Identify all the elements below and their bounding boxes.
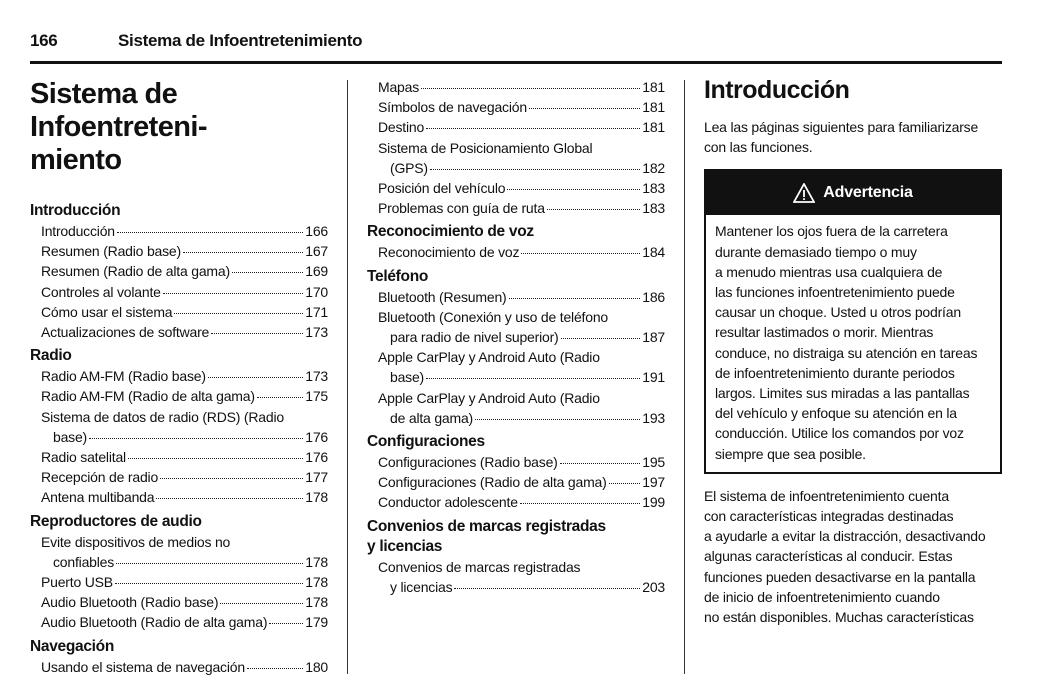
toc-entry-text: base) [390, 369, 425, 386]
dot-leader [521, 253, 640, 254]
toc-entry-line [41, 427, 328, 447]
toc-entry-line [378, 472, 665, 492]
toc-entry-line [378, 198, 665, 218]
dot-leader [208, 377, 303, 378]
text-line: a menudo mientras usa cualquiera de [715, 263, 943, 280]
toc-page-number: 184 [642, 244, 665, 261]
toc-entry-text: Recepción de radio [41, 469, 159, 486]
intro-heading: Introducción [704, 76, 850, 104]
toc-entry[interactable] [30, 532, 328, 572]
toc-entry-text: Mapas [378, 79, 420, 95]
dot-leader [609, 483, 641, 484]
toc-section-heading: Radio [30, 347, 72, 365]
dot-leader [128, 458, 303, 459]
toc-entry[interactable] [367, 242, 665, 262]
toc-entry-text: base) [53, 428, 88, 445]
toc-entry-text: Conductor adolescente [378, 494, 518, 511]
toc-entry[interactable] [30, 447, 328, 467]
toc-entry-text: Audio Bluetooth (Radio base) [41, 594, 219, 611]
toc-section-heading: y licencias [367, 537, 443, 555]
text-line: causar un choque. Usted u otros podrían [715, 304, 961, 321]
toc-entry-line [41, 552, 328, 572]
toc-page-number: 187 [642, 329, 665, 346]
dot-leader [475, 419, 640, 420]
toc-entry-text: Cómo usar el sistema [41, 303, 173, 320]
toc-page-number: 186 [642, 288, 665, 305]
dot-leader [163, 293, 303, 294]
toc-section-heading: Convenios de marcas registradas [367, 517, 606, 535]
toc-page-number: 193 [642, 409, 665, 426]
toc-entry-text: Actualizaciones de software [41, 324, 210, 341]
toc-entry[interactable] [367, 287, 665, 307]
toc-entry-text: Evite dispositivos de medios no [41, 533, 231, 550]
toc-page-number: 178 [305, 489, 328, 506]
toc-page-number: 181 [642, 119, 665, 136]
text-line: conduce, no distraiga su atención en tareas [715, 344, 978, 361]
toc-entry-line [378, 287, 665, 307]
toc-entry-text: y licencias [390, 578, 453, 595]
toc-page-number: 169 [305, 263, 328, 280]
dot-leader [115, 583, 303, 584]
toc-entry-line [41, 322, 328, 342]
toc-entry-text: Configuraciones (Radio de alta gama) [378, 474, 607, 491]
toc-entry-line [41, 366, 328, 386]
page-number: 166 [30, 31, 58, 50]
dot-leader [183, 252, 303, 253]
text-line: con características integradas destinadas [704, 508, 954, 525]
toc-entry-line [41, 386, 328, 406]
toc-entry-text: Sistema de datos de radio (RDS) (Radio [41, 408, 284, 425]
toc-entry-line [378, 327, 665, 347]
toc-page-number: 178 [305, 594, 328, 611]
text-line: El sistema de infoentretenimiento cuenta [704, 487, 949, 504]
dot-leader [117, 232, 303, 233]
text-line: siempre que sea posible. [715, 445, 866, 462]
toc-section-heading: Introducción [30, 202, 121, 219]
text-line: durante demasiado tiempo o muy [715, 243, 917, 260]
toc-entry[interactable] [30, 366, 328, 386]
toc-page-number: 176 [305, 428, 328, 445]
text-line: no están disponibles. Muchas características [704, 609, 974, 626]
toc-entry-text: Antena multibanda [41, 489, 155, 506]
running-section-title: Sistema de Infoentretenimiento [118, 31, 363, 50]
toc-page-number: 179 [305, 614, 328, 631]
toc-entry[interactable] [30, 261, 328, 281]
toc-entry-text: (GPS) [390, 159, 428, 176]
text-line: a ayudarle a evitar la distracción, desactivando [704, 528, 986, 545]
toc-entry[interactable] [30, 612, 328, 632]
toc-entry-text: Bluetooth (Resumen) [378, 288, 507, 305]
toc-entry[interactable] [367, 307, 665, 347]
toc-page-number: 178 [305, 553, 328, 570]
warning-triangle-icon [793, 183, 815, 203]
toc-entry-line [41, 612, 328, 632]
intro-lead: Lea las páginas siguientes para familiarizarse con las funciones. [704, 119, 979, 156]
text-line: de inicio de infoentretenimiento cuando [704, 588, 940, 605]
toc-page-number: 175 [305, 388, 328, 405]
toc-entry-line [41, 447, 328, 467]
toc-entry-text: Apple CarPlay y Android Auto (Radio [378, 349, 600, 366]
toc-entry[interactable] [367, 347, 665, 387]
toc-entry-line [378, 158, 665, 178]
toc-entry-line [378, 492, 665, 512]
text-line: conducción. Utilice los comandos por voz [715, 425, 964, 442]
text-line: Mantener los ojos fuera de la carretera [715, 223, 948, 240]
toc-entry[interactable] [367, 117, 665, 137]
toc-section-heading: Reconocimiento de voz [367, 223, 534, 241]
dot-leader [507, 189, 640, 190]
toc-page-number: 176 [305, 449, 328, 466]
intro-body [704, 486, 1002, 627]
toc-entry-line [378, 117, 665, 137]
toc-page-number: 167 [305, 243, 328, 260]
chapter-title-line: miento [30, 144, 122, 176]
dot-leader [509, 298, 641, 299]
toc-entry-line [378, 242, 665, 262]
toc-page-number: 173 [305, 324, 328, 341]
column-divider [684, 80, 685, 674]
dot-leader [560, 463, 641, 464]
toc-page-number: 199 [642, 494, 665, 511]
toc-entry-line [41, 282, 328, 302]
warning-label: Advertencia [823, 184, 913, 202]
chapter-title-line: Sistema de Infoentreteni- [30, 78, 207, 143]
toc-entry[interactable] [30, 282, 328, 302]
toc-entry-line [378, 178, 665, 198]
toc-entry[interactable] [367, 178, 665, 198]
dot-leader [160, 478, 303, 479]
toc-entry-text: Audio Bluetooth (Radio de alta gama) [41, 614, 268, 631]
dot-leader [547, 209, 640, 210]
text-line: funciones pueden desactivarse en la pantalla [704, 568, 976, 585]
toc-page-number: 173 [305, 368, 328, 385]
toc-entry-line [41, 221, 328, 241]
toc-entry[interactable] [30, 386, 328, 406]
dot-leader [529, 108, 640, 109]
toc-page-number: 181 [642, 99, 665, 116]
toc-entry-line [41, 261, 328, 281]
toc-entry[interactable] [367, 97, 665, 117]
toc-entry-text: Problemas con guía de ruta [378, 200, 545, 217]
header-rule [30, 61, 1002, 64]
toc-entry-text: Resumen (Radio de alta gama) [41, 263, 230, 280]
toc-entry[interactable] [30, 407, 328, 447]
toc-page-number: 191 [642, 369, 665, 386]
dot-leader [257, 397, 303, 398]
toc-entry-text: de alta gama) [390, 409, 474, 426]
toc-entry-line [41, 467, 328, 487]
text-line: largos. Limites sus miradas a las pantallas [715, 385, 970, 402]
intro-column [704, 75, 1002, 627]
toc-page-number: 182 [642, 159, 665, 176]
warning-box [704, 169, 1002, 473]
toc-page-number: 183 [642, 180, 665, 197]
toc-entry-text: Reconocimiento de voz [378, 244, 520, 261]
toc-section-heading: Reproductores de audio [30, 512, 202, 530]
toc-page-number: 177 [305, 469, 328, 486]
dot-leader [89, 438, 303, 439]
text-line: algunas características al conducir. Estas [704, 548, 953, 565]
toc-entry-line [41, 241, 328, 261]
toc-section-heading: Navegación [30, 637, 115, 655]
warning-text [706, 215, 1000, 471]
toc-entry-text: Usando el sistema de navegación [41, 658, 245, 675]
toc-entry-line [41, 572, 328, 592]
text-line: de infoentretenimiento durante periodos [715, 364, 955, 381]
toc-entry[interactable] [30, 467, 328, 487]
toc-entry-text: Radio AM-FM (Radio base) [41, 368, 206, 385]
toc-entry-text: Símbolos de navegación [378, 99, 527, 116]
text-line: las funciones infoentretenimiento puede [715, 284, 955, 301]
toc-entry[interactable] [367, 472, 665, 492]
toc-entry-text: Resumen (Radio base) [41, 243, 181, 260]
toc-entry-line [41, 657, 328, 677]
toc-entry[interactable] [367, 388, 665, 428]
dot-leader [426, 128, 640, 129]
toc-entry[interactable] [30, 221, 328, 241]
toc-entry-line [41, 302, 328, 322]
toc-entry-text: Radio satelital [41, 449, 126, 466]
toc-entry[interactable] [367, 492, 665, 512]
toc-entry-line [378, 97, 665, 117]
toc-entry[interactable] [30, 322, 328, 342]
toc-entry-line [378, 77, 665, 97]
toc-page-number: 181 [642, 79, 665, 95]
toc-entry-text: Configuraciones (Radio base) [378, 454, 558, 471]
toc-entry[interactable] [367, 138, 665, 178]
dot-leader [116, 563, 303, 564]
dot-leader [426, 378, 640, 379]
toc-entry[interactable] [30, 487, 328, 507]
toc-page-number: 171 [305, 303, 328, 320]
toc-page-number: 195 [642, 454, 665, 471]
toc-page-number: 180 [305, 658, 328, 675]
toc-page-number: 166 [305, 223, 328, 239]
toc-entry-text: Posición del vehículo [378, 180, 506, 197]
toc-entry[interactable] [367, 557, 665, 597]
chapter-title [30, 78, 328, 177]
toc-entry-text: Apple CarPlay y Android Auto (Radio [378, 389, 600, 406]
toc-entry-text: Bluetooth (Conexión y uso de teléfono [378, 308, 608, 325]
warning-header [706, 171, 1000, 215]
dot-leader [454, 588, 640, 589]
dot-leader [430, 169, 640, 170]
toc-column-1 [30, 78, 328, 677]
toc-page-number: 183 [642, 200, 665, 217]
column-divider [347, 80, 348, 674]
text-line: del vehículo y enfoque su atención en la [715, 405, 957, 422]
toc-page-number: 203 [642, 578, 665, 595]
dot-leader [232, 272, 303, 273]
toc-entry-line [41, 487, 328, 507]
toc-entry-text: Radio AM-FM (Radio de alta gama) [41, 388, 255, 405]
toc-entry-text: Sistema de Posicionamiento Global [378, 139, 593, 156]
dot-leader [156, 498, 303, 499]
toc-entry[interactable] [30, 241, 328, 261]
dot-leader [174, 313, 303, 314]
dot-leader [561, 338, 641, 339]
toc-entry[interactable] [367, 452, 665, 472]
toc-entry[interactable] [367, 77, 665, 97]
toc-entry-line [378, 577, 665, 597]
dot-leader [211, 333, 303, 334]
toc-entry[interactable] [30, 302, 328, 322]
toc-entry-text: Controles al volante [41, 283, 161, 300]
running-header [30, 31, 362, 51]
dot-leader [269, 623, 303, 624]
toc-section-heading: Teléfono [367, 267, 429, 285]
toc-entry-line [41, 592, 328, 612]
toc-entry[interactable] [367, 198, 665, 218]
dot-leader [220, 603, 303, 604]
dot-leader [247, 668, 303, 669]
toc-entry[interactable] [30, 572, 328, 592]
toc-entry-text: para radio de nivel superior) [390, 329, 559, 346]
dot-leader [520, 503, 640, 504]
toc-entry-text: Introducción [41, 223, 115, 239]
toc-page-number: 178 [305, 574, 328, 591]
toc-entry-text: confiables [53, 553, 115, 570]
toc-entry-text: Destino [378, 119, 425, 136]
toc-entry[interactable] [30, 657, 328, 677]
toc-entry[interactable] [30, 592, 328, 612]
toc-entry-line [378, 452, 665, 472]
toc-section-heading: Configuraciones [367, 433, 485, 451]
toc-column-2 [367, 77, 665, 597]
toc-page-number: 170 [305, 283, 328, 300]
toc-entry-line [378, 367, 665, 387]
toc-entry-line [378, 408, 665, 428]
toc-entry-text: Convenios de marcas registradas [378, 558, 581, 575]
text-line: resultar lastimados o morir. Mientras [715, 324, 934, 341]
toc-page-number: 197 [642, 474, 665, 491]
dot-leader [421, 88, 640, 89]
toc-entry-text: Puerto USB [41, 574, 113, 591]
